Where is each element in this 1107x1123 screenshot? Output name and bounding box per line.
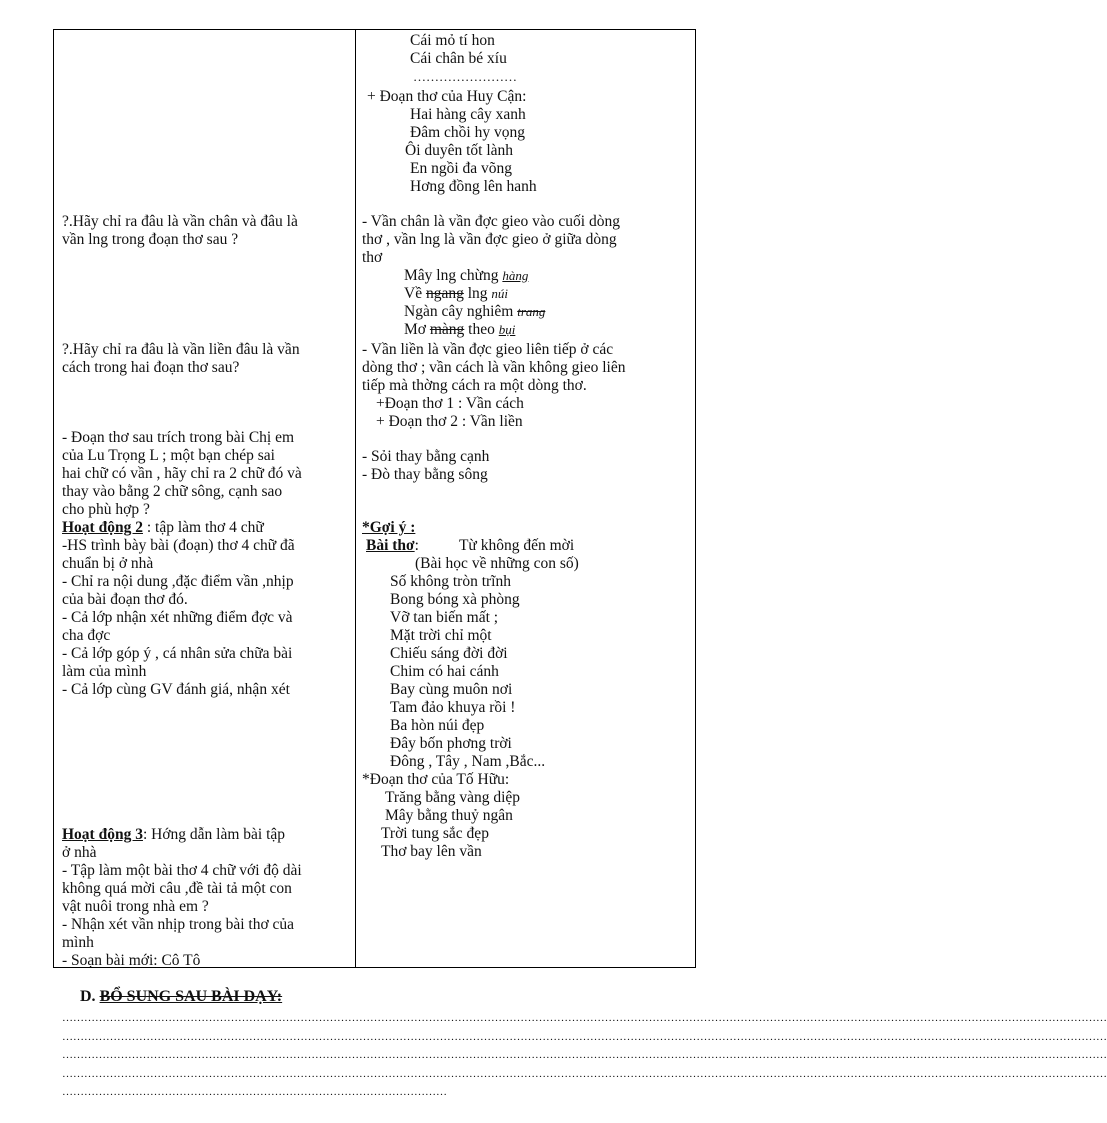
poem-line: Bong bóng xà phòng xyxy=(390,591,520,608)
left-line: thay vào bằng 2 chữ sông, cạnh sao xyxy=(62,483,283,500)
activity-2-heading xyxy=(62,519,264,537)
dotted-line: …………………………………………………………………………………………………………………………………………………………………………………………………………………………………………………………… xyxy=(62,1049,1107,1061)
poem-line: Trăng bằng vàng diệp xyxy=(385,789,521,806)
left-line: - Cả lớp cùng GV đánh giá, nhận xét xyxy=(62,681,290,698)
left-line: - Chỉ ra nội dung ,đặc điểm vần ,nhịp xyxy=(62,573,294,590)
poem-line: Vỡ tan biến mất ; xyxy=(390,609,499,626)
left-line: vật nuôi trong nhà em ? xyxy=(62,898,209,915)
activity-2-title: Hoạt động 2 xyxy=(62,519,143,536)
poem-line: Mặt trời chỉ một xyxy=(390,627,492,644)
handwritten-word: trang xyxy=(517,304,546,319)
section-d-heading xyxy=(80,988,282,1006)
activity-3-title: Hoạt động 3 xyxy=(62,826,143,843)
left-line: chuẩn bị ở nhà xyxy=(62,555,154,572)
hint-heading: *Gợi ý : xyxy=(362,519,416,536)
left-line: - Nhận xét vần nhịp trong bài thơ của xyxy=(62,916,295,933)
handwritten-word: hàng xyxy=(502,268,529,283)
poem-line: Đâm chồi hy vọng xyxy=(410,124,525,141)
crossed-word: màng xyxy=(429,321,465,338)
poem-line: Hơng đồng lên hanh xyxy=(410,178,537,195)
poem-line: Hai hàng cây xanh xyxy=(410,106,526,123)
poem-line: Đông , Tây , Nam ,Bắc... xyxy=(390,753,546,770)
right-line: - Đò thay bằng sông xyxy=(362,466,488,483)
right-line: tiếp mà thờng cách ra một dòng thơ. xyxy=(362,377,587,394)
poem-line: Thơ bay lên vần xyxy=(381,843,482,860)
poem-line xyxy=(404,321,515,339)
left-line: ?.Hãy chỉ ra đâu là vần liền đâu là vần xyxy=(62,341,300,358)
poem-line: Đây bốn phơng trời xyxy=(390,735,512,752)
handwritten-word: núi xyxy=(491,286,509,301)
section-letter: D. xyxy=(80,988,96,1005)
right-line: thơ xyxy=(362,249,383,266)
poem-line: Trời tung sắc đẹp xyxy=(381,825,489,842)
dotted-line: …………………………………………………………………………………………………………………………………………………………………………………………………………………………………………………………… xyxy=(62,1068,1107,1080)
left-line: cách trong hai đoạn thơ sau? xyxy=(62,359,240,376)
poem-text: lng xyxy=(467,285,488,302)
poem-text: Mơ xyxy=(404,321,426,338)
poem-line xyxy=(404,303,545,321)
right-line: …………………… xyxy=(413,69,517,84)
left-line: - Cả lớp nhận xét những điểm đợc và xyxy=(62,609,293,626)
left-line: của Lu Trọng L ; một bạn chép sai xyxy=(62,447,275,464)
poem-line xyxy=(404,267,528,285)
dotted-line: …………………………………………………………………………………………………………………………………………………………………………………………………………………………………………………………… xyxy=(62,1012,1107,1024)
poem-text: Mây lng chừng xyxy=(404,267,499,284)
left-line: vần lng trong đoạn thơ sau ? xyxy=(62,231,239,248)
poem-line: Số không tròn trĩnh xyxy=(390,573,511,590)
poem-text: Ngàn cây nghiêm xyxy=(404,303,514,320)
poem-subtitle: (Bài học về những con số) xyxy=(415,555,579,572)
left-line: hai chữ có vần , hãy chỉ ra 2 chữ đó và xyxy=(62,465,302,482)
poem-line xyxy=(404,285,508,303)
left-line: - Đoạn thơ sau trích trong bài Chị em xyxy=(62,429,295,446)
right-line: + Đoạn thơ 2 : Vần liền xyxy=(376,413,523,430)
right-line: thơ , vần lng là vần đợc gieo ở giữa dòng xyxy=(362,231,617,248)
right-line: - Vần chân là vần đợc gieo vào cuối dòng xyxy=(362,213,620,230)
activity-3-heading xyxy=(62,826,285,844)
right-line: + Đoạn thơ của Huy Cận: xyxy=(367,88,527,105)
left-line: -HS trình bày bài (đoạn) thơ 4 chữ đã xyxy=(62,537,295,554)
left-line: - Tập làm một bài thơ 4 chữ với độ dài xyxy=(62,862,302,879)
crossed-word: ngang xyxy=(425,285,464,302)
handwritten-word: bụi xyxy=(498,322,516,337)
poem-label: Bài thơ xyxy=(366,537,415,554)
section-title: BỔ SUNG SAU BÀI DẠY: xyxy=(99,988,283,1005)
colon: : xyxy=(414,537,419,554)
column-divider xyxy=(355,30,356,967)
left-line: ?.Hãy chỉ ra đâu là vần chân và đâu là xyxy=(62,213,298,230)
right-line: - Vần liền là vần đợc gieo liên tiếp ở các xyxy=(362,341,614,358)
poem-line: Ôi duyên tốt lành xyxy=(405,142,514,159)
poem-line: Bay cùng muôn nơi xyxy=(390,681,513,698)
dotted-line: …………………………………………………………………………………………… xyxy=(62,1086,447,1098)
poem-line: Chim có hai cánh xyxy=(390,663,499,680)
left-line: cho phù hợp ? xyxy=(62,501,150,518)
right-line: Cái mỏ tí hon xyxy=(410,32,495,49)
poem-line: Tam đảo khuya rồi ! xyxy=(390,699,516,716)
poem-line: En ngồi đa võng xyxy=(410,160,513,177)
left-line: cha đợc xyxy=(62,627,111,644)
poem-text: Về xyxy=(404,285,423,302)
left-line: mình xyxy=(62,934,94,951)
right-line: *Đoạn thơ của Tố Hữu: xyxy=(362,771,510,788)
right-line: dòng thơ ; vần cách là vần không gieo liên xyxy=(362,359,626,376)
right-line: - Sỏi thay bằng cạnh xyxy=(362,448,490,465)
left-line: của bài đoạn thơ đó. xyxy=(62,591,188,608)
left-line: ở nhà xyxy=(62,844,97,861)
left-line: - Cả lớp góp ý , cá nhân sửa chữa bài xyxy=(62,645,293,662)
activity-2-desc: : tập làm thơ 4 chữ xyxy=(146,519,264,536)
right-line: +Đoạn thơ 1 : Vần cách xyxy=(376,395,524,412)
activity-3-desc: : Hớng dẫn làm bài tập xyxy=(142,826,286,843)
left-line: - Soạn bài mới: Cô Tô xyxy=(62,952,201,969)
left-line: làm của mình xyxy=(62,663,147,680)
poem-line: Chiếu sáng đời đời xyxy=(390,645,508,662)
poem-title-line xyxy=(366,537,574,555)
poem-title: Từ không đến mời xyxy=(458,537,575,554)
right-line: Cái chân bé xíu xyxy=(410,50,507,67)
left-line: không quá mời câu ,đề tài tả một con xyxy=(62,880,292,897)
poem-line: Ba hòn núi đẹp xyxy=(390,717,485,734)
poem-line: Mây bằng thuỷ ngân xyxy=(385,807,513,824)
poem-text: theo xyxy=(468,321,495,338)
dotted-line: …………………………………………………………………………………………………………………………………………………………………………………………………………………………………………………………… xyxy=(62,1031,1107,1043)
